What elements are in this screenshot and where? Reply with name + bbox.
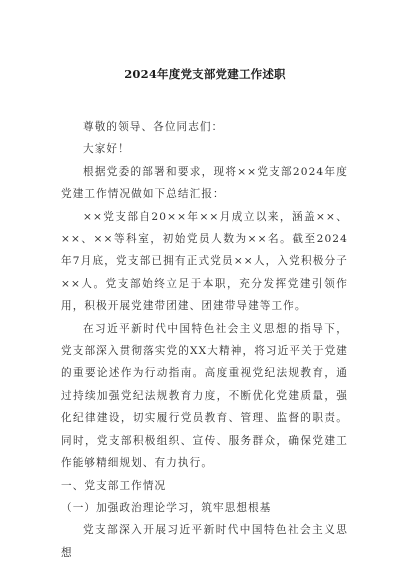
salutation: 尊敬的领导、各位同志们： [83, 121, 224, 133]
document-body [61, 116, 348, 564]
greeting: 大家好！ [83, 143, 130, 156]
paragraph-guidance: 在习近平新时代中国特色社会主义思想的指导下，党支部深入贯彻落实党的XX大精神，将习近平关于党建的重要论述作为行动指南。高度重视党纪法规教育，通过持续加强党纪法规教育力度，不断优化党建质量，强化纪律建设，切实履行党员教育、管理、监督的职责。同时，党支部积极组织、宣传、服务群众，确保党建工作能够精细规划、有力执行。 [61, 322, 348, 470]
section-heading: 一、党支部工作情况 [61, 479, 167, 492]
paragraph-intro: 根据党委的部署和要求，现将××党支部2024年度党建工作情况做如下总结汇报： [61, 165, 348, 201]
subsection-heading: （一）加强政治理论学习，筑牢思想根基 [61, 501, 272, 514]
paragraph-overview: ××党支部自20××年××月成立以来，涵盖××、××、××等科室，初始党员人数为××名。截至2024年7月底，党支部已拥有正式党员××人，入党积极分子××人。党支部始终立足于本职，充分发挥党建引领作用，积极开展党建带团建、团建带导建等工作。 [61, 210, 348, 313]
paragraph-study: 党支部深入开展习近平新时代中国特色社会主义思想 [61, 524, 348, 559]
document-title: 2024年度党支部党建工作述职 [124, 67, 286, 81]
